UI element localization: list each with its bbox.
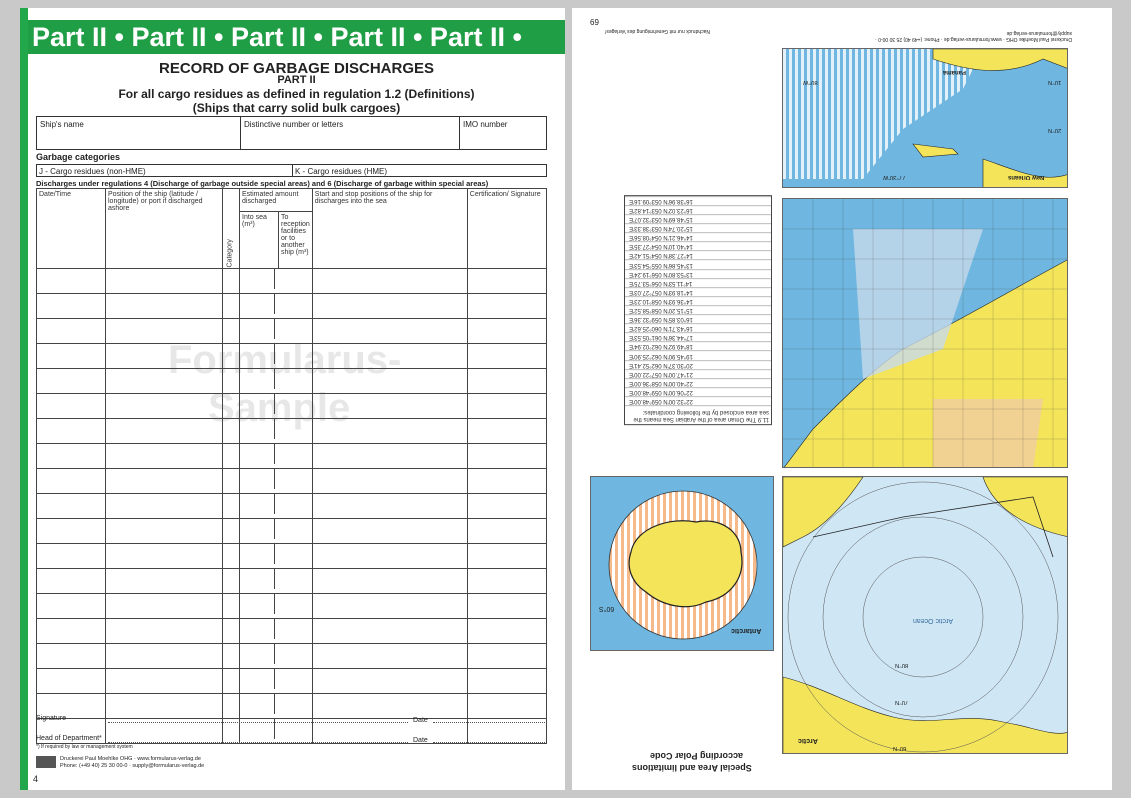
coord-row: 16°23.02'N 053°14.82'E xyxy=(625,205,771,214)
publisher-text: Druckerei Paul Moehlke OHG · www.formularus-verlag.de xyxy=(60,756,201,762)
table-row[interactable] xyxy=(37,319,547,344)
table-cell[interactable] xyxy=(240,569,313,594)
right-header-right: Druckerei Paul Moehlke OHG · www.formularus-verlag.de · Phone: (+49 40) 25 30 00-0 · supply@formularus-verlag.de xyxy=(875,30,1072,42)
table-row[interactable] xyxy=(37,469,547,494)
table-cell[interactable] xyxy=(240,294,313,319)
footnote: *) If required by law or management system xyxy=(36,744,133,750)
table-cell[interactable] xyxy=(37,469,106,494)
table-cell[interactable] xyxy=(312,344,467,369)
table-cell[interactable] xyxy=(467,319,546,344)
table-cell[interactable] xyxy=(223,319,240,344)
table-cell[interactable] xyxy=(467,469,546,494)
table-cell[interactable] xyxy=(106,444,223,469)
map-label-60n: 60°N xyxy=(893,745,907,751)
table-row[interactable] xyxy=(37,594,547,619)
table-cell[interactable] xyxy=(467,644,546,669)
table-cell[interactable] xyxy=(312,419,467,444)
watermark: Formularus- xyxy=(168,338,402,382)
table-cell[interactable] xyxy=(223,694,240,719)
table-cell[interactable] xyxy=(467,519,546,544)
table-cell[interactable] xyxy=(223,619,240,644)
watermark: Sample xyxy=(208,386,351,430)
into-sea-cell[interactable] xyxy=(240,694,275,714)
map-label-antarctic: Antarctic xyxy=(731,627,762,634)
table-row[interactable] xyxy=(37,269,547,294)
table-cell[interactable] xyxy=(467,369,546,394)
coord-row: 14°46.21'N 054°08.56'E xyxy=(625,232,771,241)
table-cell[interactable] xyxy=(312,469,467,494)
table-cell[interactable] xyxy=(37,319,106,344)
table-row[interactable] xyxy=(37,294,547,319)
table-cell[interactable] xyxy=(240,344,313,369)
table-cell[interactable] xyxy=(467,444,546,469)
table-cell[interactable] xyxy=(312,369,467,394)
map-label-10n: 10°N xyxy=(1048,79,1062,85)
table-cell[interactable] xyxy=(312,519,467,544)
table-cell[interactable] xyxy=(240,594,313,619)
col-start-stop: Start and stop positions of the ship for discharges into the sea xyxy=(312,189,467,269)
date-line[interactable] xyxy=(433,722,545,723)
col-certification: Certification/ Signature xyxy=(467,189,546,269)
table-cell[interactable] xyxy=(106,694,223,719)
coord-row: 16°43.71'N 060°25.62'E xyxy=(625,323,771,332)
ship-name-field[interactable] xyxy=(36,116,241,150)
right-header-left: Nachdruck nur mit Genehmigung des Verlages! xyxy=(604,28,710,34)
table-cell[interactable] xyxy=(223,594,240,619)
table-cell[interactable] xyxy=(467,569,546,594)
coord-row: 22°40.00'N 058°36.00'E xyxy=(625,378,771,387)
coord-row: 14°11.53'N 056°53.75'E xyxy=(625,278,771,287)
left-page xyxy=(20,8,565,790)
into-sea-cell[interactable] xyxy=(240,294,275,314)
imo-label: IMO number xyxy=(463,120,508,129)
date-label: Date xyxy=(413,717,428,724)
caribbean-map xyxy=(782,48,1068,188)
table-cell[interactable] xyxy=(106,319,223,344)
into-sea-cell[interactable] xyxy=(240,394,275,414)
table-row[interactable] xyxy=(37,619,547,644)
into-sea-cell[interactable] xyxy=(240,419,275,439)
table-cell[interactable] xyxy=(106,294,223,319)
part-banner: Part II • Part II • Part II • Part II • Part II • xyxy=(28,20,565,54)
coord-row: 13°45.86'N 055°54.53'E xyxy=(625,260,771,269)
table-cell[interactable] xyxy=(106,269,223,294)
imo-number-field[interactable] xyxy=(459,116,547,150)
table-cell[interactable] xyxy=(223,369,240,394)
table-cell[interactable] xyxy=(106,644,223,669)
table-cell[interactable] xyxy=(37,594,106,619)
into-sea-cell[interactable] xyxy=(240,269,275,289)
table-cell[interactable] xyxy=(240,694,313,719)
coord-row: 20°30.37'N 062°52.41'E xyxy=(625,360,771,369)
table-row[interactable] xyxy=(37,544,547,569)
table-cell[interactable] xyxy=(223,569,240,594)
table-cell[interactable] xyxy=(467,619,546,644)
table-cell[interactable] xyxy=(106,369,223,394)
right-page xyxy=(572,8,1112,790)
table-cell[interactable] xyxy=(240,269,313,294)
table-cell[interactable] xyxy=(223,344,240,369)
coord-row: 22°06.00'N 059°48.00'E xyxy=(625,387,771,396)
table-cell[interactable] xyxy=(106,594,223,619)
table-cell[interactable] xyxy=(37,344,106,369)
coord-row: 16°38.96'N 053°09.16'E xyxy=(625,196,771,205)
table-cell[interactable] xyxy=(240,319,313,344)
coord-row: 14°27.38'N 054°51.42'E xyxy=(625,251,771,260)
into-sea-cell[interactable] xyxy=(240,619,275,639)
coord-row: 17°44.36'N 061°05.53'E xyxy=(625,332,771,341)
publisher-phone: Phone: (+49 40) 25 30 00-0 · supply@formularus-verlag.de xyxy=(60,763,205,769)
distinctive-label: Distinctive number or letters xyxy=(244,120,344,129)
caribbean-map-graphic xyxy=(783,49,1068,188)
table-cell[interactable] xyxy=(106,569,223,594)
coord-row: 15°20.74'N 053°38.33'E xyxy=(625,223,771,232)
antarctic-map xyxy=(590,476,774,651)
table-row[interactable] xyxy=(37,669,547,694)
form-subtitle: PART II xyxy=(277,74,316,86)
table-cell[interactable] xyxy=(37,644,106,669)
table-cell[interactable] xyxy=(240,669,313,694)
ship-name-label: Ship's name xyxy=(40,120,84,129)
estimated-label: Estimated amount discharged xyxy=(240,189,312,212)
table-cell[interactable] xyxy=(312,569,467,594)
table-cell[interactable] xyxy=(312,494,467,519)
table-cell[interactable] xyxy=(223,469,240,494)
garbage-categories-heading: Garbage categories xyxy=(36,152,121,162)
date-label-2: Date xyxy=(413,737,428,744)
map-label-70n: 70°N xyxy=(895,699,909,705)
table-cell[interactable] xyxy=(467,394,546,419)
table-row[interactable] xyxy=(37,444,547,469)
table-cell[interactable] xyxy=(467,344,546,369)
table-cell[interactable] xyxy=(240,444,313,469)
coord-row: 14°18.93'N 057°27.03'E xyxy=(625,287,771,296)
table-row[interactable] xyxy=(37,369,547,394)
polar-caption: Special Area and limitations xyxy=(632,763,752,773)
coord-row: 13°53.80'N 056°19.24'E xyxy=(625,269,771,278)
map-label-panama: Panama xyxy=(943,69,967,75)
signature-label: Signature xyxy=(36,715,66,722)
table-cell[interactable] xyxy=(312,669,467,694)
distinctive-number-field[interactable] xyxy=(240,116,460,150)
map-label-arctic-ocean: Arctic Ocean xyxy=(912,617,953,624)
table-row[interactable] xyxy=(37,344,547,369)
table-cell[interactable] xyxy=(106,544,223,569)
map-label-80w: 80°W xyxy=(803,79,818,85)
table-cell[interactable] xyxy=(106,669,223,694)
table-cell[interactable] xyxy=(106,494,223,519)
arctic-map xyxy=(782,476,1068,754)
table-cell[interactable] xyxy=(106,469,223,494)
signature-line[interactable] xyxy=(108,722,408,723)
coord-row: 18°49.92'N 062°02.94'E xyxy=(625,342,771,351)
arctic-map-graphic xyxy=(783,477,1068,754)
table-cell[interactable] xyxy=(240,419,313,444)
into-sea-cell[interactable] xyxy=(240,594,275,614)
table-cell[interactable] xyxy=(240,519,313,544)
discharge-table xyxy=(36,188,547,744)
table-cell[interactable] xyxy=(223,644,240,669)
reception-label: To reception facilities or to another ship (m³) xyxy=(281,214,310,256)
table-cell[interactable] xyxy=(37,294,106,319)
into-sea-cell[interactable] xyxy=(240,494,275,514)
category-k xyxy=(292,164,547,177)
table-cell[interactable] xyxy=(106,619,223,644)
table-cell[interactable] xyxy=(312,294,467,319)
table-cell[interactable] xyxy=(37,519,106,544)
category-k-label: K - Cargo residues (HME) xyxy=(295,167,388,176)
table-row[interactable] xyxy=(37,394,547,419)
table-cell[interactable] xyxy=(312,319,467,344)
table-cell[interactable] xyxy=(37,269,106,294)
table-cell[interactable] xyxy=(106,394,223,419)
table-cell[interactable] xyxy=(223,544,240,569)
oman-note: 11.9 The Oman area of the Arabian Sea means the sea area enclosed by the following coordinates: xyxy=(625,405,771,424)
map-label-7730w: 77°30'W xyxy=(883,174,906,180)
coord-row: 22°32.00'N 059°48.00'E xyxy=(625,396,771,405)
table-row[interactable] xyxy=(37,694,547,719)
into-sea-label: Into sea (m³) xyxy=(240,212,279,268)
table-cell[interactable] xyxy=(37,619,106,644)
table-cell[interactable] xyxy=(240,469,313,494)
antarctic-map-graphic xyxy=(591,477,774,651)
table-cell[interactable] xyxy=(312,444,467,469)
table-row[interactable] xyxy=(37,494,547,519)
col-date: Date/Time xyxy=(37,189,106,269)
into-sea-cell[interactable] xyxy=(240,319,275,339)
category-j-label: J - Cargo residues (non-HME) xyxy=(39,167,146,176)
table-cell[interactable] xyxy=(106,344,223,369)
table-row[interactable] xyxy=(37,569,547,594)
table-cell[interactable] xyxy=(37,494,106,519)
table-cell[interactable] xyxy=(37,569,106,594)
coord-row: 16°03.85'N 059°32.36'E xyxy=(625,314,771,323)
table-cell[interactable] xyxy=(240,544,313,569)
into-sea-cell[interactable] xyxy=(240,469,275,489)
table-cell[interactable] xyxy=(223,519,240,544)
table-cell[interactable] xyxy=(106,419,223,444)
col-category: Category xyxy=(223,189,240,269)
map-label-arctic: Arctic xyxy=(798,737,818,744)
table-cell[interactable] xyxy=(467,544,546,569)
coord-row: 15°48.69'N 053°32.07'E xyxy=(625,214,771,223)
into-sea-cell[interactable] xyxy=(240,644,275,664)
arabian-sea-map xyxy=(782,198,1068,468)
table-cell[interactable] xyxy=(223,394,240,419)
table-cell[interactable] xyxy=(223,294,240,319)
coord-row: 14°40.10'N 054°27.35'E xyxy=(625,241,771,250)
form-title: RECORD OF GARBAGE DISCHARGES xyxy=(158,60,435,77)
into-sea-cell[interactable] xyxy=(240,569,275,589)
table-cell[interactable] xyxy=(37,669,106,694)
category-j xyxy=(36,164,293,177)
table-cell[interactable] xyxy=(312,619,467,644)
into-sea-cell[interactable] xyxy=(240,669,275,689)
coord-row: 19°45.90'N 062°25.90'E xyxy=(625,351,771,360)
arabian-sea-map-graphic xyxy=(783,199,1068,468)
table-cell[interactable] xyxy=(240,644,313,669)
form-description-2: (Ships that carry solid bulk cargoes) xyxy=(192,101,401,115)
coord-row: 15°15.20'N 058°58.52'E xyxy=(625,305,771,314)
table-cell[interactable] xyxy=(37,369,106,394)
table-cell[interactable] xyxy=(312,644,467,669)
table-cell[interactable] xyxy=(312,394,467,419)
into-sea-cell[interactable] xyxy=(240,344,275,364)
table-cell[interactable] xyxy=(37,394,106,419)
table-cell[interactable] xyxy=(312,269,467,294)
table-row[interactable] xyxy=(37,419,547,444)
table-cell[interactable] xyxy=(467,594,546,619)
table-cell[interactable] xyxy=(312,694,467,719)
head-department-line[interactable] xyxy=(108,742,408,743)
page-number: 4 xyxy=(33,774,39,784)
table-cell[interactable] xyxy=(223,269,240,294)
into-sea-cell[interactable] xyxy=(240,544,275,564)
coord-row: 14°36.93'N 058°10.23'E xyxy=(625,296,771,305)
table-cell[interactable] xyxy=(223,494,240,519)
map-label-60s: 60°S xyxy=(599,605,615,612)
table-cell[interactable] xyxy=(312,594,467,619)
table-cell[interactable] xyxy=(467,269,546,294)
coord-row: 21°47.00'N 057°22.00'E xyxy=(625,369,771,378)
table-cell[interactable] xyxy=(467,294,546,319)
right-page-number: 69 xyxy=(590,18,599,27)
table-cell[interactable] xyxy=(240,494,313,519)
table-cell[interactable] xyxy=(312,544,467,569)
col-estimated xyxy=(240,189,313,269)
table-cell[interactable] xyxy=(223,669,240,694)
table-cell[interactable] xyxy=(106,519,223,544)
map-label-80n: 80°N xyxy=(895,662,909,668)
table-cell[interactable] xyxy=(37,419,106,444)
map-label-new-orleans: New Orleans xyxy=(1008,174,1045,180)
polar-caption-2: according Polar Code xyxy=(650,751,744,761)
table-cell[interactable] xyxy=(223,444,240,469)
table-row[interactable] xyxy=(37,644,547,669)
table-cell[interactable] xyxy=(240,369,313,394)
table-cell[interactable] xyxy=(240,619,313,644)
oman-coordinates-table xyxy=(624,195,772,425)
into-sea-cell[interactable] xyxy=(240,369,275,389)
publisher-logo xyxy=(36,756,56,768)
into-sea-cell[interactable] xyxy=(240,519,275,539)
table-cell[interactable] xyxy=(37,544,106,569)
head-department-label: Head of Department* xyxy=(36,735,102,742)
table-cell[interactable] xyxy=(467,694,546,719)
table-cell[interactable] xyxy=(467,419,546,444)
table-cell[interactable] xyxy=(240,394,313,419)
date-line-2[interactable] xyxy=(433,742,545,743)
table-cell[interactable] xyxy=(37,444,106,469)
table-cell[interactable] xyxy=(467,494,546,519)
into-sea-cell[interactable] xyxy=(240,444,275,464)
discharges-heading: Discharges under regulations 4 (Discharge of garbage outside special areas) and 6 (Discharge of garbage within special areas) xyxy=(36,179,489,188)
table-cell[interactable] xyxy=(223,419,240,444)
table-cell[interactable] xyxy=(467,669,546,694)
form-description: For all cargo residues as defined in regulation 1.2 (Definitions) xyxy=(118,87,475,101)
table-row[interactable] xyxy=(37,519,547,544)
map-label-20n: 20°N xyxy=(1048,127,1062,133)
col-position: Position of the ship (latitude / longitude) or port if discharged ashore xyxy=(106,189,223,269)
